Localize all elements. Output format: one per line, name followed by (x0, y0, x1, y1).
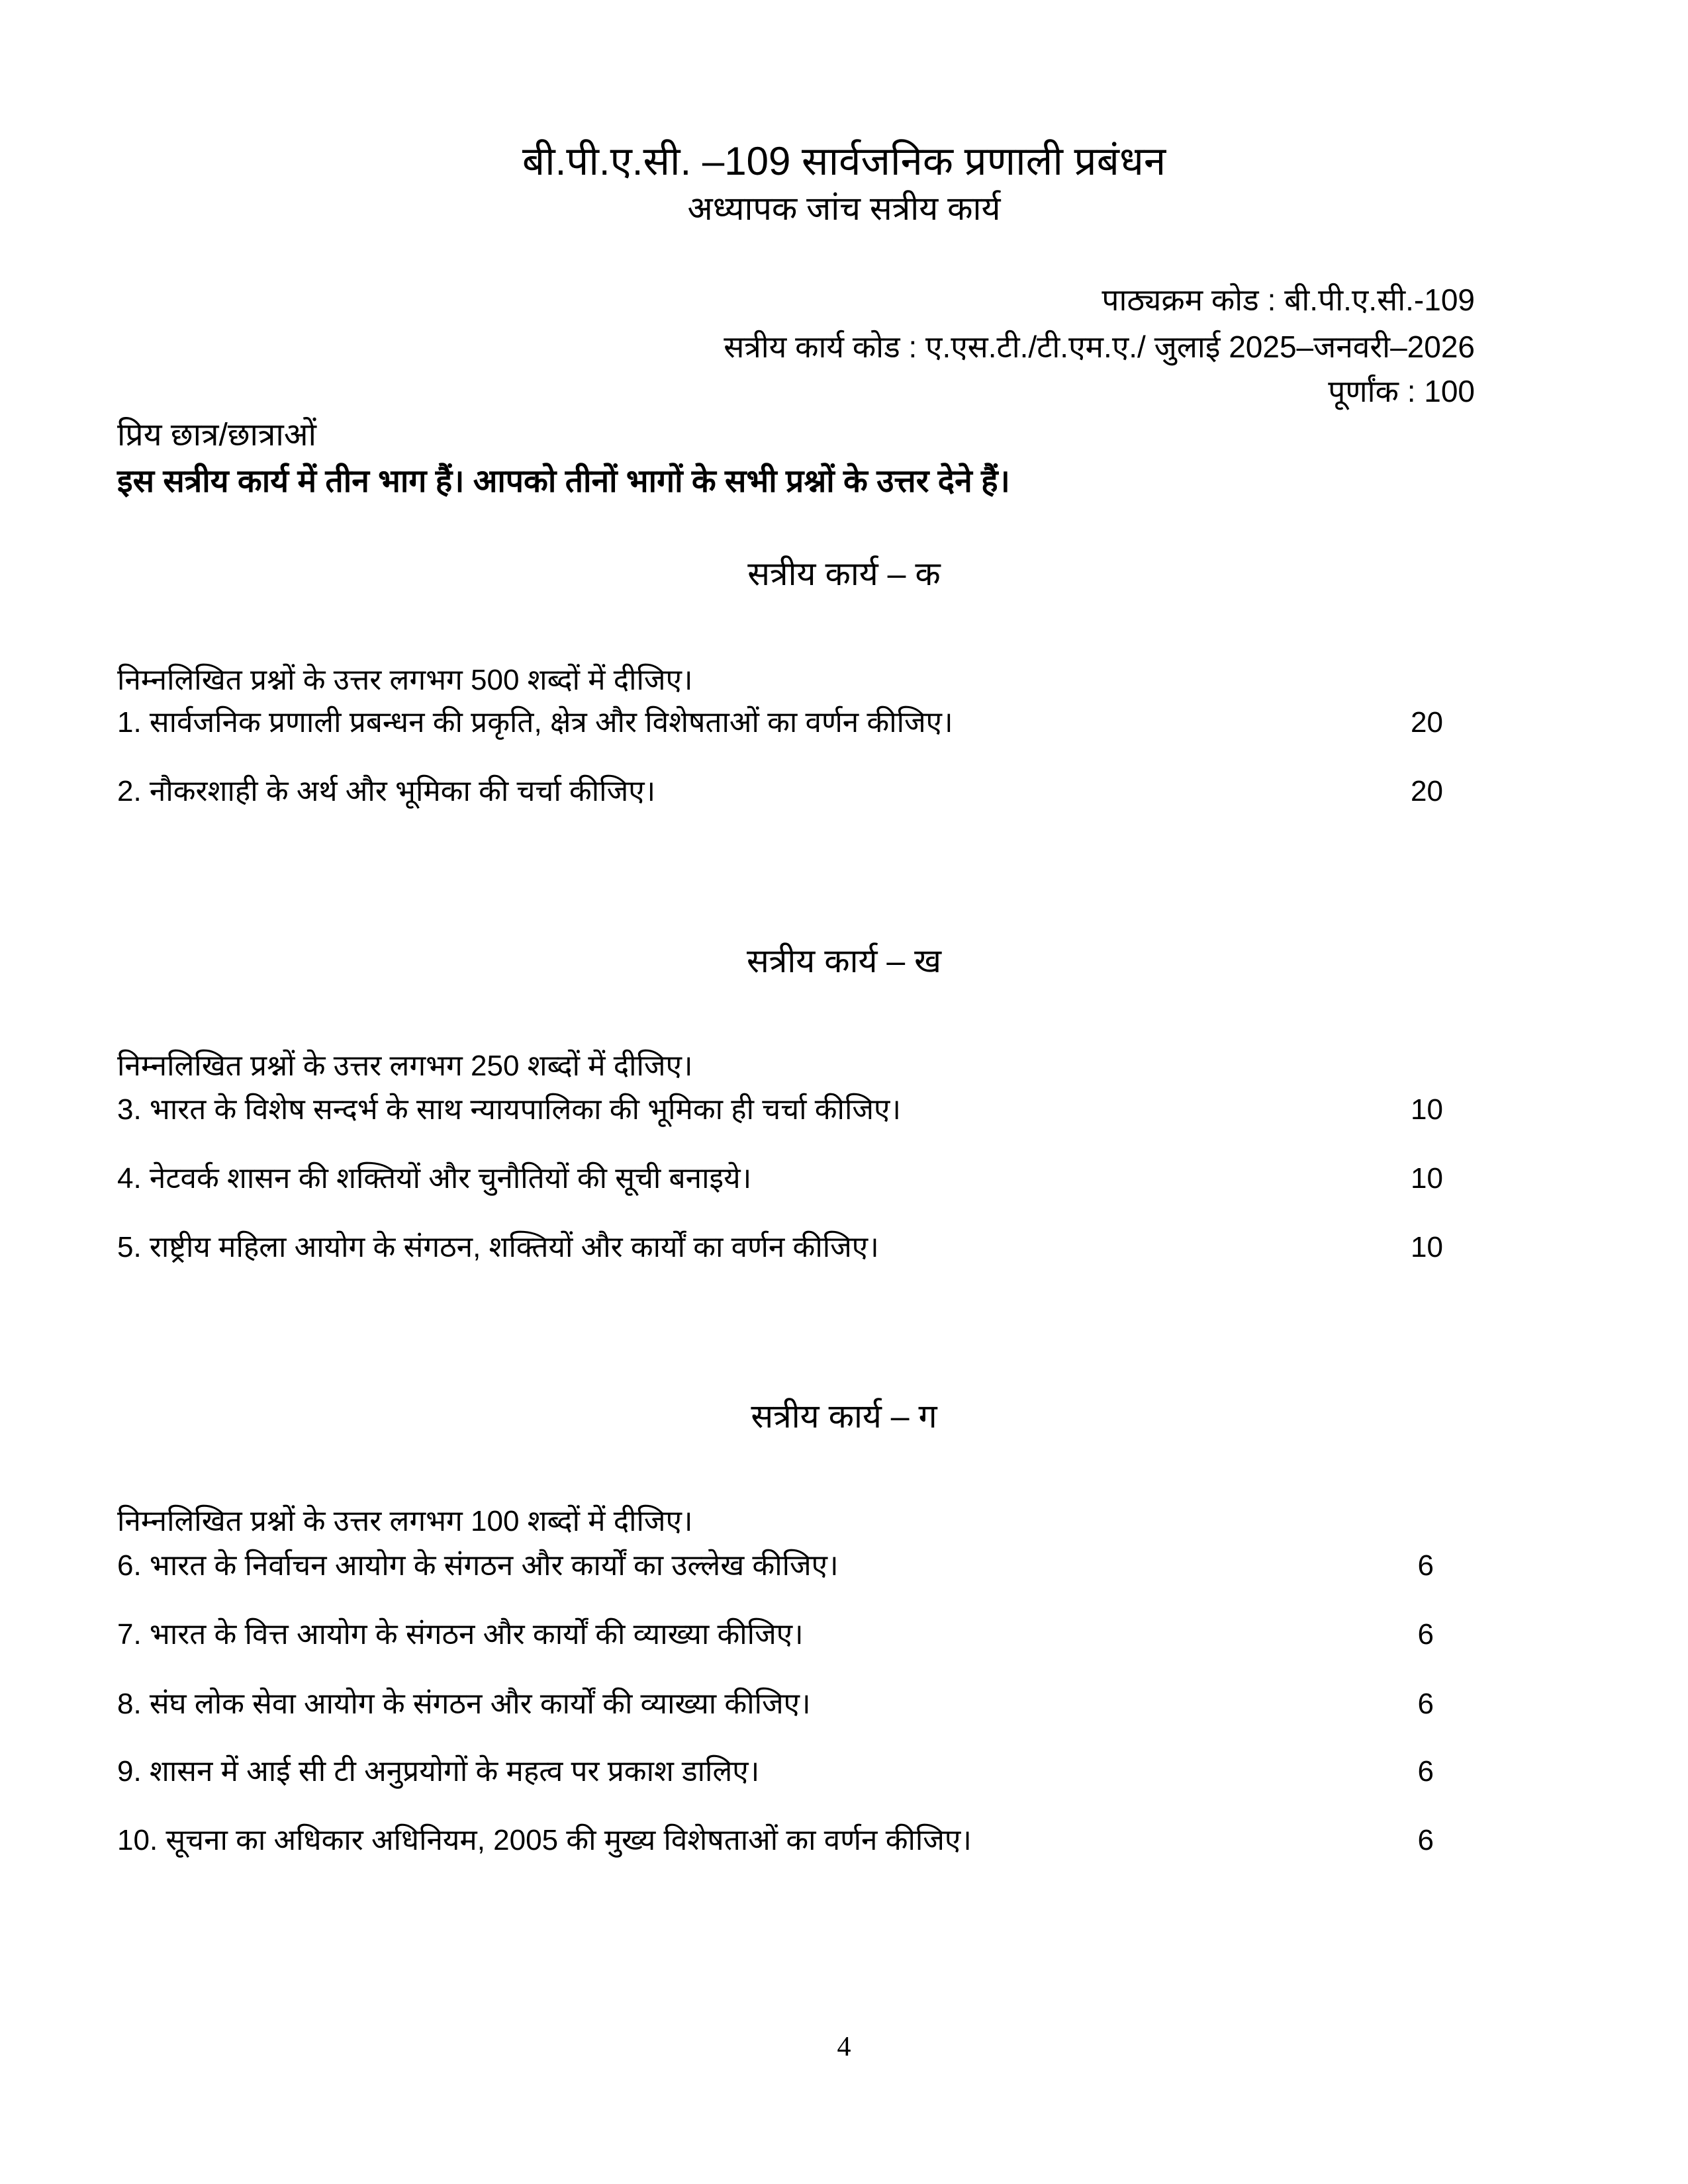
question-9: 9. शासन में आई सी टी अनुप्रयोगों के महत्व पर प्रकाश डालिए। (117, 1755, 760, 1788)
question-7-marks: 6 (1417, 1618, 1434, 1651)
course-code: पाठ्यक्रम कोड : बी.पी.ए.सी.-109 (1102, 283, 1475, 317)
question-9-marks: 6 (1417, 1755, 1434, 1788)
section-b-instruction: निम्नलिखित प्रश्नों के उत्तर लगभग 250 शब्दों में दीजिए। (117, 1050, 693, 1082)
question-8-marks: 6 (1417, 1688, 1434, 1720)
section-heading-a: सत्रीय कार्य – क (747, 555, 941, 592)
max-marks: पूर्णांक : 100 (1328, 374, 1475, 408)
question-6-marks: 6 (1417, 1549, 1434, 1582)
page-number: 4 (837, 2032, 851, 2062)
salutation: प्रिय छात्र/छात्राओं (117, 418, 316, 453)
section-heading-c: सत्रीय कार्य – ग (751, 1398, 937, 1435)
question-8: 8. संघ लोक सेवा आयोग के संगठन और कार्यों की व्याख्या कीजिए। (117, 1688, 811, 1720)
question-3: 3. भारत के विशेष सन्दर्भ के साथ न्यायपालिका की भूमिका ही चर्चा कीजिए। (117, 1093, 901, 1126)
section-a-instruction: निम्नलिखित प्रश्नों के उत्तर लगभग 500 शब्दों में दीजिए। (117, 664, 693, 696)
assignment-code: सत्रीय कार्य कोड : ए.एस.टी./टी.एम.ए./ जुलाई 2025–जनवरी–2026 (724, 330, 1475, 364)
question-2-marks: 20 (1411, 775, 1443, 807)
question-4-marks: 10 (1411, 1162, 1443, 1195)
document-subtitle: अध्यापक जांच सत्रीय कार्य (687, 190, 1001, 227)
question-7: 7. भारत के वित्त आयोग के संगठन और कार्यों की व्याख्या कीजिए। (117, 1618, 804, 1651)
question-10-marks: 6 (1417, 1824, 1434, 1856)
document-title: बी.पी.ए.सी. –109 सार्वजनिक प्रणाली प्रबंधन (522, 139, 1166, 183)
question-4: 4. नेटवर्क शासन की शक्तियों और चुनौतियों की सूची बनाइये। (117, 1162, 752, 1195)
question-3-marks: 10 (1411, 1093, 1443, 1126)
question-5: 5. राष्ट्रीय महिला आयोग के संगठन, शक्तियों और कार्यों का वर्णन कीजिए। (117, 1231, 879, 1263)
question-10: 10. सूचना का अधिकार अधिनियम, 2005 की मुख्य विशेषताओं का वर्णन कीजिए। (117, 1824, 972, 1856)
question-1: 1. सार्वजनिक प्रणाली प्रबन्धन की प्रकृति, क्षेत्र और विशेषताओं का वर्णन कीजिए। (117, 706, 953, 739)
question-1-marks: 20 (1411, 706, 1443, 739)
section-c-instruction: निम्नलिखित प्रश्नों के उत्तर लगभग 100 शब्दों में दीजिए। (117, 1505, 693, 1537)
general-instruction: इस सत्रीय कार्य में तीन भाग हैं। आपको तीनों भागों के सभी प्रश्नों के उत्तर देने हैं। (117, 464, 1010, 499)
section-heading-b: सत्रीय कार्य – ख (746, 942, 942, 979)
question-5-marks: 10 (1411, 1231, 1443, 1263)
question-2: 2. नौकरशाही के अर्थ और भूमिका की चर्चा कीजिए। (117, 775, 656, 807)
question-6: 6. भारत के निर्वाचन आयोग के संगठन और कार्यों का उल्लेख कीजिए। (117, 1549, 839, 1582)
